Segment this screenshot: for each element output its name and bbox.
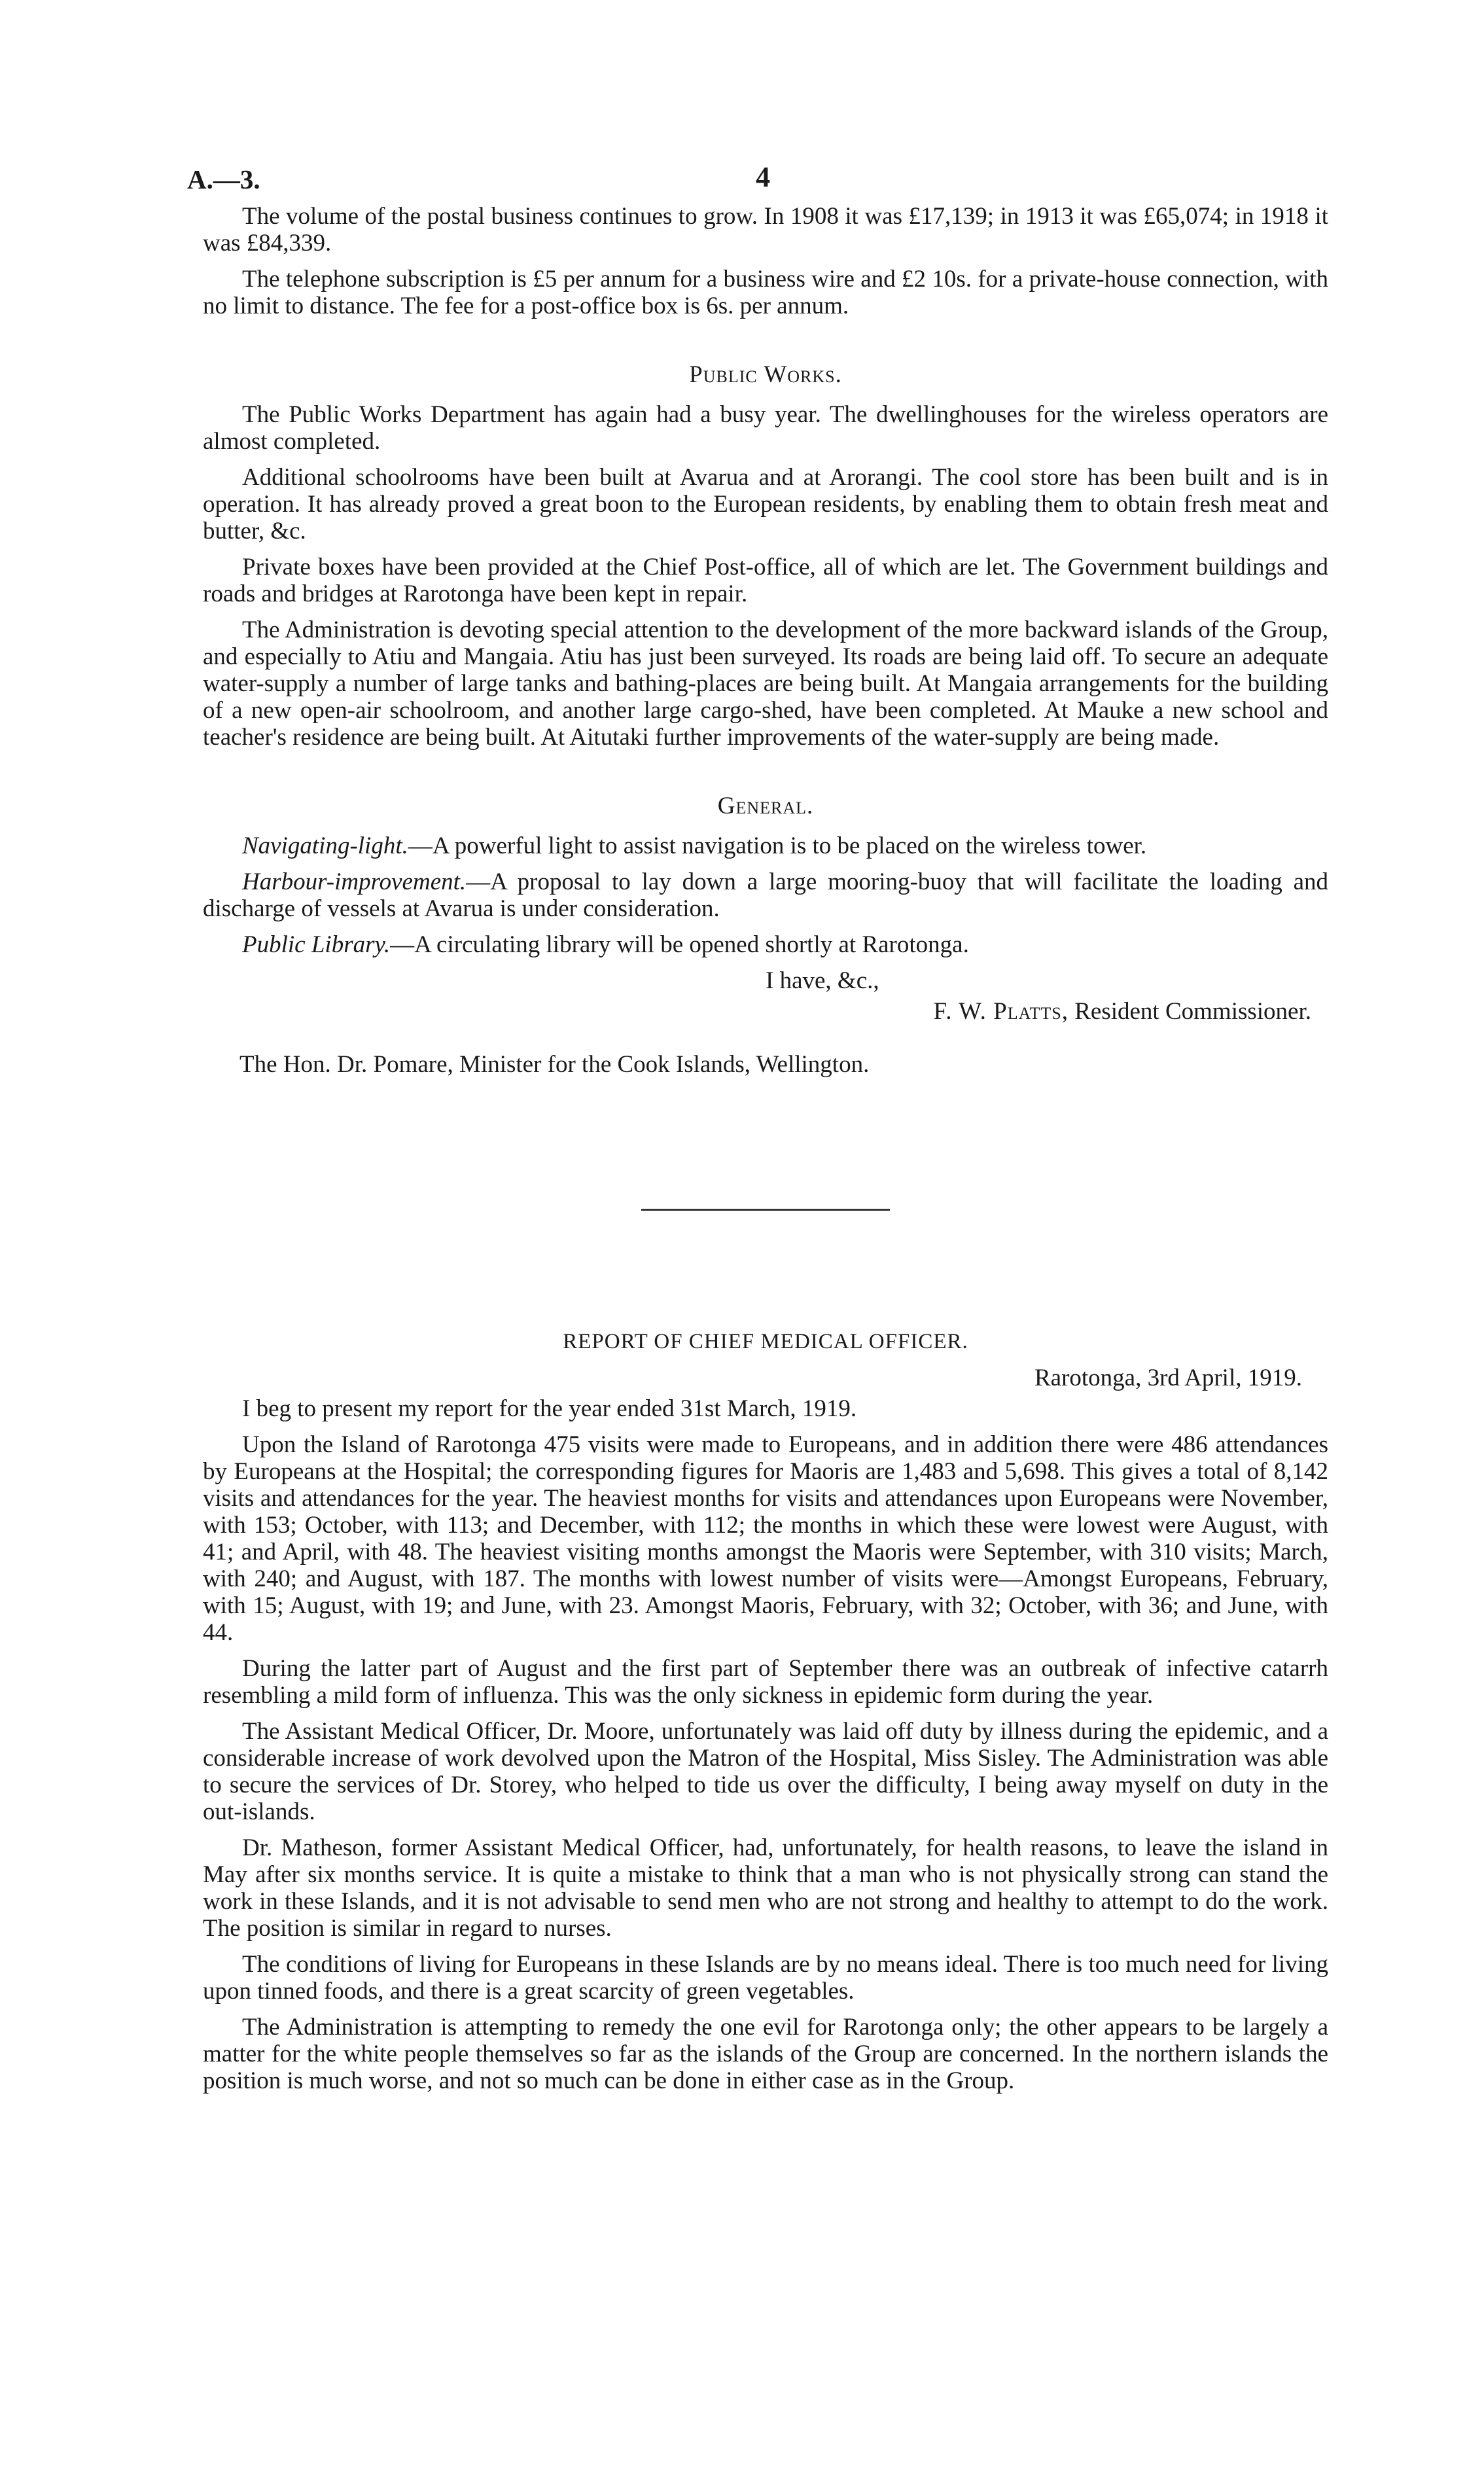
medical-paragraph: Dr. Matheson, former Assistant Medical Officer, had, unfortunately, for health reasons, to leave the island in May after six months service. It is quite a mistake to think that a man who is not physically strong can stand the work in these Islands, and it is not advisable to send men who are not strong and healthy to attempt to do the work. The position is similar in regard to nurses. — [203, 1834, 1328, 1942]
section-divider — [641, 1209, 890, 1211]
item-text: —A powerful light to assist navigation is to be placed on the wireless tower. — [408, 832, 1147, 859]
public-works-paragraph: Private boxes have been provided at the Chief Post-office, all of which are let. The Government buildings and roads and bridges at Rarotonga have been kept in repair. — [203, 554, 1328, 607]
general-heading: General. — [717, 793, 814, 819]
medical-paragraph: Upon the Island of Rarotonga 475 visits were made to Europeans, and in addition there were 486 attendances by Europeans at the Hospital; the corresponding figures for Maoris are 1,483 and 5,698. This gives a total of 8,142 visits and attendances for the year. The heaviest months for visits and attendances upon Europeans were November, with 153; October, with 113; and December, with 112; the months in which these were lowest were August, with 41; and April, with 48. The heaviest visiting months amongst the Maoris were September, with 310 visits; March, with 240; and August, with 187. The months with lowest number of visits were—Amongst Europeans, February, with 15; August, with 19; and June, with 23. Amongst Maoris, February, with 32; October, with 36; and June, with 44. — [203, 1431, 1328, 1646]
public-works-heading: Public Works. — [689, 361, 842, 388]
item-label: Navigating-light. — [242, 832, 408, 859]
item-text: —A proposal to lay down a large mooring-buoy that will facilitate the loading and discharge of vessels at Avarua is under consideration. — [203, 868, 1328, 922]
closing-line: I have, &c., — [766, 967, 879, 994]
medical-paragraph: The Administration is attempting to remedy the one evil for Rarotonga only; the other appears to be largely a matter for the white people themselves so far as the islands of the Group are concerned. In the northern islands the position is much worse, and not so much can be done in either case as in the Group. — [203, 2014, 1328, 2094]
public-works-paragraph: The Public Works Department has again had a busy year. The dwellinghouses for the wireless operators are almost completed. — [203, 401, 1328, 455]
document-page — [187, 161, 1328, 2103]
public-works-paragraph: Additional schoolrooms have been built at Avarua and at Arorangi. The cool store has been built and is in operation. It has already proved a great boon to the European residents, by enabling them to obtain fresh meat and butter, &c. — [203, 464, 1328, 544]
page-number: 4 — [756, 161, 770, 193]
signature-block — [203, 998, 1311, 1025]
addressee-line: The Hon. Dr. Pomare, Minister for the Cook Islands, Wellington. — [239, 1051, 870, 1078]
signature-name: F. W. Platts, — [933, 998, 1069, 1025]
public-works-paragraph: The Administration is devoting special attention to the development of the more backward islands of the Group, and especially to Atiu and Mangaia. Atiu has just been surveyed. Its roads are being laid off. To secure an adequate water-supply a number of large tanks and bathing-places are being built. At Mangaia arrangements for the building of a new open-air schoolroom, and another large cargo-shed, have been completed. At Mauke a new school and teacher's residence are being built. At Aitutaki further improvements of the water-supply are being made. — [203, 616, 1328, 751]
medical-paragraph: The Assistant Medical Officer, Dr. Moore, unfortunately was laid off duty by illness during the epidemic, and a considerable increase of work devolved upon the Matron of the Hospital, Miss Sisley. The Administration was able to secure the services of Dr. Storey, who helped to tide us over the difficulty, I being away myself on duty in the out-islands. — [203, 1718, 1328, 1825]
page-header — [187, 161, 1328, 203]
general-item-navigating-light — [203, 832, 1328, 859]
general-item-public-library — [203, 931, 1328, 958]
item-text: —A circulating library will be opened shortly at Rarotonga. — [390, 931, 969, 958]
general-item-harbour-improvement — [203, 868, 1328, 922]
postal-paragraph: The volume of the postal business continues to grow. In 1908 it was £17,139; in 1913 it was £65,074; in 1918 it was £84,339. — [203, 203, 1328, 257]
medical-paragraph: I beg to present my report for the year ended 31st March, 1919. — [242, 1395, 857, 1422]
signature-title: Resident Commissioner. — [1074, 998, 1311, 1025]
report-dateline: Rarotonga, 3rd April, 1919. — [1034, 1365, 1302, 1391]
medical-paragraph: During the latter part of August and the first part of September there was an outbreak of infective catarrh resembling a mild form of influenza. This was the only sickness in epidemic form during the year. — [203, 1655, 1328, 1709]
item-label: Harbour-improvement. — [242, 868, 467, 895]
item-label: Public Library. — [242, 931, 391, 958]
medical-paragraph: The conditions of living for Europeans in these Islands are by no means ideal. There is too much need for living upon tinned foods, and there is a great scarcity of green vegetables. — [203, 1951, 1328, 2005]
telephone-paragraph: The telephone subscription is £5 per annum for a business wire and £2 10s. for a private-house connection, with no limit to distance. The fee for a post-office box is 6s. per annum. — [203, 266, 1328, 319]
medical-report-title: REPORT OF CHIEF MEDICAL OFFICER. — [563, 1330, 968, 1353]
document-code: A.—3. — [187, 164, 260, 194]
